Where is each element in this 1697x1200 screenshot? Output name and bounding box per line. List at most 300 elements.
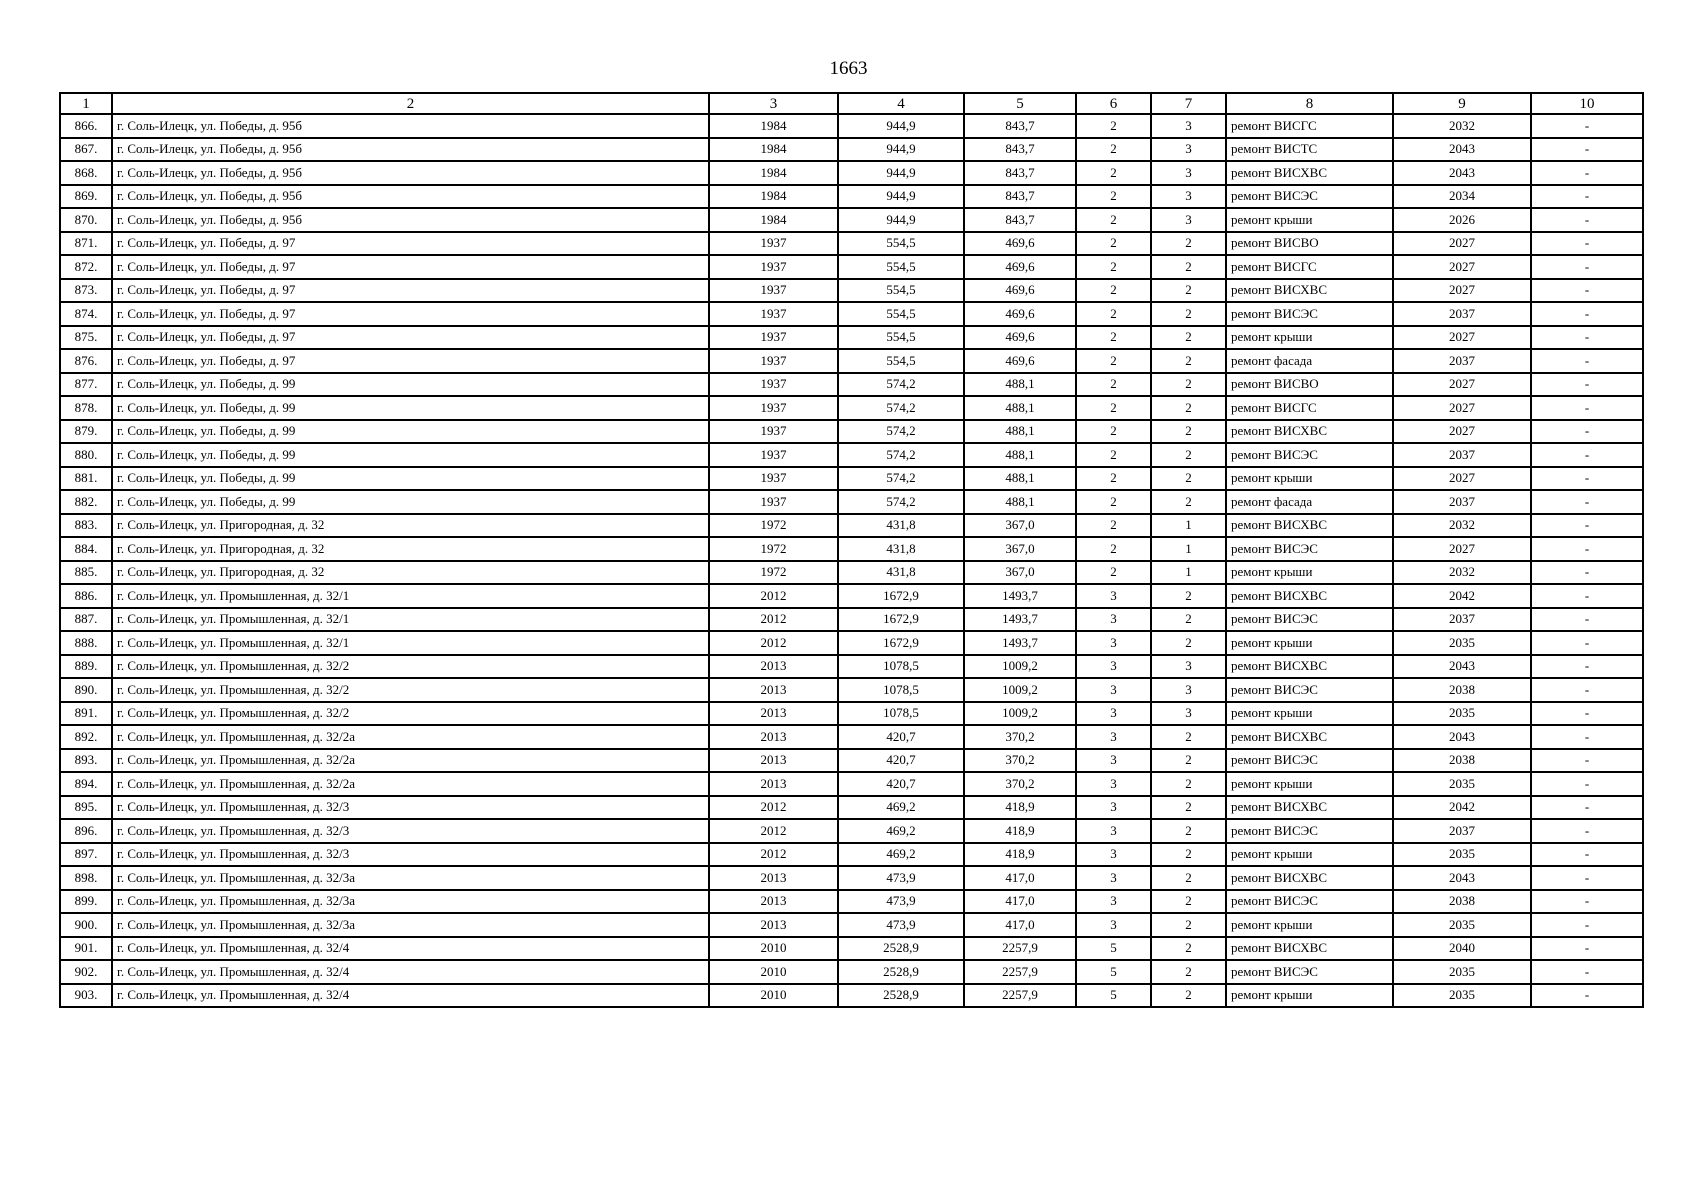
table-cell: 1972 <box>709 537 838 561</box>
table-cell: 488,1 <box>964 467 1076 491</box>
table-cell: ремонт ВИСХВС <box>1226 584 1393 608</box>
table-row <box>60 608 1643 632</box>
table-cell: 2037 <box>1393 302 1531 326</box>
table-cell: г. Соль-Илецк, ул. Промышленная, д. 32/2а <box>112 749 709 773</box>
table-cell: - <box>1531 655 1643 679</box>
table-cell: - <box>1531 749 1643 773</box>
table-cell: 893. <box>60 749 112 773</box>
table-cell: ремонт ВИСХВС <box>1226 655 1393 679</box>
table-cell: 2 <box>1151 819 1226 843</box>
table-cell: ремонт ВИСЭС <box>1226 185 1393 209</box>
table-cell: 2 <box>1151 396 1226 420</box>
table-cell: г. Соль-Илецк, ул. Победы, д. 99 <box>112 443 709 467</box>
table-cell: 2043 <box>1393 725 1531 749</box>
table-cell: 2013 <box>709 890 838 914</box>
table-cell: - <box>1531 819 1643 843</box>
table-cell: 2027 <box>1393 232 1531 256</box>
table-cell: 2013 <box>709 678 838 702</box>
table-cell: 2038 <box>1393 890 1531 914</box>
table-cell: ремонт ВИСХВС <box>1226 937 1393 961</box>
table-cell: - <box>1531 561 1643 585</box>
table-row <box>60 937 1643 961</box>
table-cell: 1 <box>1151 561 1226 585</box>
table-cell: 418,9 <box>964 796 1076 820</box>
table-cell: 2042 <box>1393 796 1531 820</box>
table-cell: 2013 <box>709 749 838 773</box>
table-cell: - <box>1531 208 1643 232</box>
table-cell: г. Соль-Илецк, ул. Промышленная, д. 32/1 <box>112 584 709 608</box>
table-row <box>60 866 1643 890</box>
table-cell: 2 <box>1151 937 1226 961</box>
table-cell: 473,9 <box>838 866 964 890</box>
table-cell: 1672,9 <box>838 584 964 608</box>
table-cell: - <box>1531 537 1643 561</box>
table-cell: 869. <box>60 185 112 209</box>
table-cell: 2 <box>1076 537 1151 561</box>
table-cell: 903. <box>60 984 112 1008</box>
table-cell: 2 <box>1151 772 1226 796</box>
table-cell: 2 <box>1151 984 1226 1008</box>
table-cell: 2035 <box>1393 984 1531 1008</box>
table-cell: 2027 <box>1393 537 1531 561</box>
table-cell: 2 <box>1151 279 1226 303</box>
table-cell: 3 <box>1076 655 1151 679</box>
table-cell: 843,7 <box>964 114 1076 138</box>
table-cell: 2013 <box>709 725 838 749</box>
table-cell: 473,9 <box>838 913 964 937</box>
table-cell: 1984 <box>709 185 838 209</box>
table-cell: 574,2 <box>838 490 964 514</box>
table-row <box>60 138 1643 162</box>
table-cell: ремонт ВИСЭС <box>1226 890 1393 914</box>
table-cell: 2 <box>1151 725 1226 749</box>
table-cell: г. Соль-Илецк, ул. Промышленная, д. 32/1 <box>112 631 709 655</box>
table-cell: - <box>1531 913 1643 937</box>
table-cell: - <box>1531 702 1643 726</box>
table-cell: 574,2 <box>838 443 964 467</box>
table-cell: 2010 <box>709 984 838 1008</box>
table-cell: - <box>1531 302 1643 326</box>
table-cell: 2013 <box>709 772 838 796</box>
table-cell: 2 <box>1076 232 1151 256</box>
table-cell: 944,9 <box>838 114 964 138</box>
table-row <box>60 114 1643 138</box>
table-cell: 2 <box>1076 561 1151 585</box>
table-cell: 2 <box>1151 608 1226 632</box>
table-cell: - <box>1531 185 1643 209</box>
table-cell: 2035 <box>1393 960 1531 984</box>
table-cell: 3 <box>1151 208 1226 232</box>
table-cell: г. Соль-Илецк, ул. Промышленная, д. 32/4 <box>112 960 709 984</box>
table-cell: - <box>1531 161 1643 185</box>
table-row <box>60 631 1643 655</box>
table-cell: 2012 <box>709 584 838 608</box>
table-cell: 1937 <box>709 232 838 256</box>
table-cell: - <box>1531 984 1643 1008</box>
table-cell: 1984 <box>709 208 838 232</box>
table-cell: 899. <box>60 890 112 914</box>
table-cell: 2043 <box>1393 161 1531 185</box>
table-cell: 420,7 <box>838 749 964 773</box>
table-row <box>60 796 1643 820</box>
table-cell: 883. <box>60 514 112 538</box>
table-cell: - <box>1531 326 1643 350</box>
table-cell: 2 <box>1151 302 1226 326</box>
table-cell: ремонт ВИСГС <box>1226 396 1393 420</box>
table-cell: г. Соль-Илецк, ул. Промышленная, д. 32/2 <box>112 655 709 679</box>
table-cell: 2 <box>1151 232 1226 256</box>
table-cell: ремонт крыши <box>1226 843 1393 867</box>
table-cell: 897. <box>60 843 112 867</box>
table-cell: 2012 <box>709 819 838 843</box>
table-cell: г. Соль-Илецк, ул. Промышленная, д. 32/3а <box>112 913 709 937</box>
column-header: 5 <box>964 93 1076 114</box>
table-row <box>60 420 1643 444</box>
table-row <box>60 161 1643 185</box>
table-cell: 469,2 <box>838 843 964 867</box>
table-cell: ремонт крыши <box>1226 326 1393 350</box>
column-header: 4 <box>838 93 964 114</box>
table-cell: 3 <box>1076 843 1151 867</box>
table-row <box>60 490 1643 514</box>
table-cell: 2 <box>1151 584 1226 608</box>
table-cell: 3 <box>1076 772 1151 796</box>
table-cell: 2 <box>1151 349 1226 373</box>
table-cell: - <box>1531 890 1643 914</box>
table-cell: 2043 <box>1393 866 1531 890</box>
table-cell: 867. <box>60 138 112 162</box>
table-cell: 2 <box>1076 373 1151 397</box>
table-cell: 1009,2 <box>964 678 1076 702</box>
table-cell: 574,2 <box>838 396 964 420</box>
table-cell: 2037 <box>1393 443 1531 467</box>
table-cell: 2 <box>1076 349 1151 373</box>
table-cell: 488,1 <box>964 420 1076 444</box>
table-cell: г. Соль-Илецк, ул. Победы, д. 95б <box>112 208 709 232</box>
table-cell: - <box>1531 420 1643 444</box>
table-cell: 2012 <box>709 608 838 632</box>
table-cell: 891. <box>60 702 112 726</box>
table-cell: 417,0 <box>964 890 1076 914</box>
table-cell: 1937 <box>709 467 838 491</box>
table-cell: 2013 <box>709 913 838 937</box>
column-header: 7 <box>1151 93 1226 114</box>
table-cell: ремонт ВИСЭС <box>1226 443 1393 467</box>
table-cell: 2 <box>1151 913 1226 937</box>
table-cell: ремонт крыши <box>1226 631 1393 655</box>
table-cell: г. Соль-Илецк, ул. Победы, д. 97 <box>112 232 709 256</box>
table-cell: г. Соль-Илецк, ул. Победы, д. 99 <box>112 420 709 444</box>
table-cell: 879. <box>60 420 112 444</box>
column-header: 8 <box>1226 93 1393 114</box>
table-row <box>60 702 1643 726</box>
table-cell: ремонт крыши <box>1226 984 1393 1008</box>
table-cell: 2013 <box>709 702 838 726</box>
table-cell: ремонт ВИСХВС <box>1226 161 1393 185</box>
table-cell: 944,9 <box>838 185 964 209</box>
table-cell: - <box>1531 866 1643 890</box>
table-cell: 2013 <box>709 866 838 890</box>
page-number: 1663 <box>829 58 868 79</box>
table-cell: г. Соль-Илецк, ул. Промышленная, д. 32/3 <box>112 796 709 820</box>
table-cell: 890. <box>60 678 112 702</box>
table-cell: 944,9 <box>838 161 964 185</box>
table-cell: 469,6 <box>964 255 1076 279</box>
table-cell: 944,9 <box>838 208 964 232</box>
table-cell: ремонт ВИСТС <box>1226 138 1393 162</box>
table-cell: 1493,7 <box>964 584 1076 608</box>
table-cell: 871. <box>60 232 112 256</box>
table-cell: г. Соль-Илецк, ул. Промышленная, д. 32/1 <box>112 608 709 632</box>
table-cell: 884. <box>60 537 112 561</box>
table-cell: 1493,7 <box>964 631 1076 655</box>
table-cell: 2 <box>1151 255 1226 279</box>
table-cell: 1 <box>1151 514 1226 538</box>
column-header: 9 <box>1393 93 1531 114</box>
table-cell: 417,0 <box>964 866 1076 890</box>
table-cell: 2027 <box>1393 396 1531 420</box>
table-cell: - <box>1531 725 1643 749</box>
table-cell: - <box>1531 937 1643 961</box>
table-cell: 2 <box>1151 326 1226 350</box>
table-cell: г. Соль-Илецк, ул. Победы, д. 95б <box>112 185 709 209</box>
table-row <box>60 208 1643 232</box>
table-cell: 2012 <box>709 631 838 655</box>
table-cell: 2027 <box>1393 420 1531 444</box>
table-cell: 2 <box>1151 420 1226 444</box>
table-cell: 2 <box>1076 467 1151 491</box>
table-row <box>60 960 1643 984</box>
table-cell: г. Соль-Илецк, ул. Победы, д. 99 <box>112 490 709 514</box>
table-cell: ремонт ВИСЭС <box>1226 537 1393 561</box>
table-cell: г. Соль-Илецк, ул. Пригородная, д. 32 <box>112 561 709 585</box>
table-cell: - <box>1531 232 1643 256</box>
table-cell: 417,0 <box>964 913 1076 937</box>
table-cell: г. Соль-Илецк, ул. Победы, д. 97 <box>112 349 709 373</box>
table-cell: 898. <box>60 866 112 890</box>
table-row <box>60 185 1643 209</box>
table-cell: 554,5 <box>838 349 964 373</box>
table-cell: г. Соль-Илецк, ул. Промышленная, д. 32/3а <box>112 890 709 914</box>
table-cell: 1078,5 <box>838 678 964 702</box>
table-cell: 574,2 <box>838 420 964 444</box>
table-cell: ремонт фасада <box>1226 490 1393 514</box>
table-cell: 2 <box>1151 890 1226 914</box>
table-cell: 2037 <box>1393 608 1531 632</box>
table-cell: ремонт ВИСЭС <box>1226 960 1393 984</box>
table-cell: 3 <box>1151 655 1226 679</box>
table-cell: 2035 <box>1393 702 1531 726</box>
table-cell: 418,9 <box>964 843 1076 867</box>
table-cell: 1 <box>1151 537 1226 561</box>
table-cell: 1937 <box>709 373 838 397</box>
table-row <box>60 255 1643 279</box>
table-cell: 2042 <box>1393 584 1531 608</box>
table-cell: 1009,2 <box>964 655 1076 679</box>
table-row <box>60 655 1643 679</box>
table-cell: 3 <box>1076 631 1151 655</box>
table-cell: 874. <box>60 302 112 326</box>
table-cell: ремонт ВИСГС <box>1226 255 1393 279</box>
table-cell: - <box>1531 631 1643 655</box>
table-cell: г. Соль-Илецк, ул. Промышленная, д. 32/3 <box>112 843 709 867</box>
table-cell: 881. <box>60 467 112 491</box>
table-cell: ремонт ВИСХВС <box>1226 866 1393 890</box>
table-cell: 2 <box>1151 490 1226 514</box>
table-cell: 2 <box>1151 443 1226 467</box>
table-cell: г. Соль-Илецк, ул. Победы, д. 97 <box>112 255 709 279</box>
table-cell: ремонт ВИСЭС <box>1226 749 1393 773</box>
table-cell: 3 <box>1151 678 1226 702</box>
table-cell: 2 <box>1151 843 1226 867</box>
table-cell: 2 <box>1076 161 1151 185</box>
table-cell: 2043 <box>1393 655 1531 679</box>
registry-table <box>59 92 1644 1008</box>
table-cell: ремонт ВИСВО <box>1226 232 1393 256</box>
table-cell: 3 <box>1076 890 1151 914</box>
table-row <box>60 279 1643 303</box>
table-cell: 370,2 <box>964 772 1076 796</box>
table-cell: 2035 <box>1393 843 1531 867</box>
table-cell: 2 <box>1151 866 1226 890</box>
table-cell: 2032 <box>1393 561 1531 585</box>
table-row <box>60 678 1643 702</box>
table-cell: 2012 <box>709 796 838 820</box>
table-cell: 2 <box>1151 796 1226 820</box>
table-cell: 2032 <box>1393 514 1531 538</box>
table-cell: 2043 <box>1393 138 1531 162</box>
table-cell: 3 <box>1076 866 1151 890</box>
table-cell: 2027 <box>1393 279 1531 303</box>
table-cell: г. Соль-Илецк, ул. Победы, д. 97 <box>112 302 709 326</box>
table-row <box>60 467 1643 491</box>
table-cell: 1937 <box>709 255 838 279</box>
table-cell: 2 <box>1076 396 1151 420</box>
table-cell: 420,7 <box>838 725 964 749</box>
table-cell: - <box>1531 349 1643 373</box>
table-cell: 872. <box>60 255 112 279</box>
table-cell: 2027 <box>1393 255 1531 279</box>
table-cell: г. Соль-Илецк, ул. Промышленная, д. 32/3а <box>112 866 709 890</box>
table-cell: 5 <box>1076 984 1151 1008</box>
table-row <box>60 843 1643 867</box>
column-header: 6 <box>1076 93 1151 114</box>
table-cell: 431,8 <box>838 537 964 561</box>
table-row <box>60 890 1643 914</box>
table-row <box>60 349 1643 373</box>
table-cell: 367,0 <box>964 561 1076 585</box>
table-cell: 2 <box>1076 514 1151 538</box>
table-cell: 367,0 <box>964 514 1076 538</box>
table-cell: 2 <box>1076 279 1151 303</box>
table-cell: 3 <box>1076 749 1151 773</box>
table-cell: 2040 <box>1393 937 1531 961</box>
table-row <box>60 819 1643 843</box>
table-cell: г. Соль-Илецк, ул. Победы, д. 99 <box>112 396 709 420</box>
table-cell: 1009,2 <box>964 702 1076 726</box>
table-cell: 469,6 <box>964 349 1076 373</box>
table-cell: 2 <box>1151 373 1226 397</box>
table-cell: 3 <box>1151 161 1226 185</box>
table-cell: 3 <box>1076 725 1151 749</box>
table-cell: 2 <box>1151 467 1226 491</box>
table-cell: 554,5 <box>838 326 964 350</box>
table-cell: г. Соль-Илецк, ул. Победы, д. 99 <box>112 467 709 491</box>
table-cell: г. Соль-Илецк, ул. Промышленная, д. 32/4 <box>112 937 709 961</box>
table-cell: 3 <box>1151 185 1226 209</box>
table-cell: 878. <box>60 396 112 420</box>
table-cell: ремонт ВИСЭС <box>1226 608 1393 632</box>
table-row <box>60 561 1643 585</box>
table-cell: г. Соль-Илецк, ул. Пригородная, д. 32 <box>112 514 709 538</box>
table-cell: 2027 <box>1393 373 1531 397</box>
table-cell: 1672,9 <box>838 608 964 632</box>
table-row <box>60 913 1643 937</box>
table-row <box>60 749 1643 773</box>
table-cell: 870. <box>60 208 112 232</box>
table-cell: 431,8 <box>838 561 964 585</box>
table-cell: 3 <box>1076 819 1151 843</box>
table-cell: 902. <box>60 960 112 984</box>
table-cell: 1937 <box>709 279 838 303</box>
table-cell: г. Соль-Илецк, ул. Победы, д. 95б <box>112 138 709 162</box>
table-cell: 1672,9 <box>838 631 964 655</box>
table-cell: 1972 <box>709 561 838 585</box>
table-cell: 469,6 <box>964 326 1076 350</box>
table-cell: ремонт ВИСХВС <box>1226 514 1393 538</box>
table-cell: - <box>1531 467 1643 491</box>
table-cell: ремонт фасада <box>1226 349 1393 373</box>
table-cell: 488,1 <box>964 443 1076 467</box>
table-cell: 370,2 <box>964 749 1076 773</box>
table-row <box>60 396 1643 420</box>
table-cell: 2038 <box>1393 749 1531 773</box>
table-cell: ремонт ВИСЭС <box>1226 678 1393 702</box>
table-cell: - <box>1531 608 1643 632</box>
table-cell: 2035 <box>1393 913 1531 937</box>
table-cell: ремонт ВИСХВС <box>1226 796 1393 820</box>
table-cell: - <box>1531 796 1643 820</box>
table-cell: 843,7 <box>964 208 1076 232</box>
table-cell: ремонт крыши <box>1226 702 1393 726</box>
table-cell: 843,7 <box>964 185 1076 209</box>
table-cell: 469,2 <box>838 819 964 843</box>
table-cell: 3 <box>1076 796 1151 820</box>
table-cell: 885. <box>60 561 112 585</box>
table-row <box>60 514 1643 538</box>
table-cell: г. Соль-Илецк, ул. Промышленная, д. 32/4 <box>112 984 709 1008</box>
table-row <box>60 232 1643 256</box>
table-cell: 1937 <box>709 420 838 444</box>
table-cell: 1984 <box>709 138 838 162</box>
table-cell: 896. <box>60 819 112 843</box>
table-cell: 3 <box>1076 913 1151 937</box>
table-cell: 3 <box>1076 608 1151 632</box>
table-cell: 488,1 <box>964 396 1076 420</box>
table-cell: ремонт ВИСВО <box>1226 373 1393 397</box>
table-cell: - <box>1531 960 1643 984</box>
table-cell: ремонт крыши <box>1226 467 1393 491</box>
table-row <box>60 772 1643 796</box>
table-cell: 469,6 <box>964 279 1076 303</box>
table-cell: 5 <box>1076 937 1151 961</box>
table-cell: 3 <box>1076 678 1151 702</box>
table-cell: 2037 <box>1393 349 1531 373</box>
column-header: 3 <box>709 93 838 114</box>
table-cell: ремонт крыши <box>1226 913 1393 937</box>
table-cell: 2026 <box>1393 208 1531 232</box>
table-cell: - <box>1531 443 1643 467</box>
